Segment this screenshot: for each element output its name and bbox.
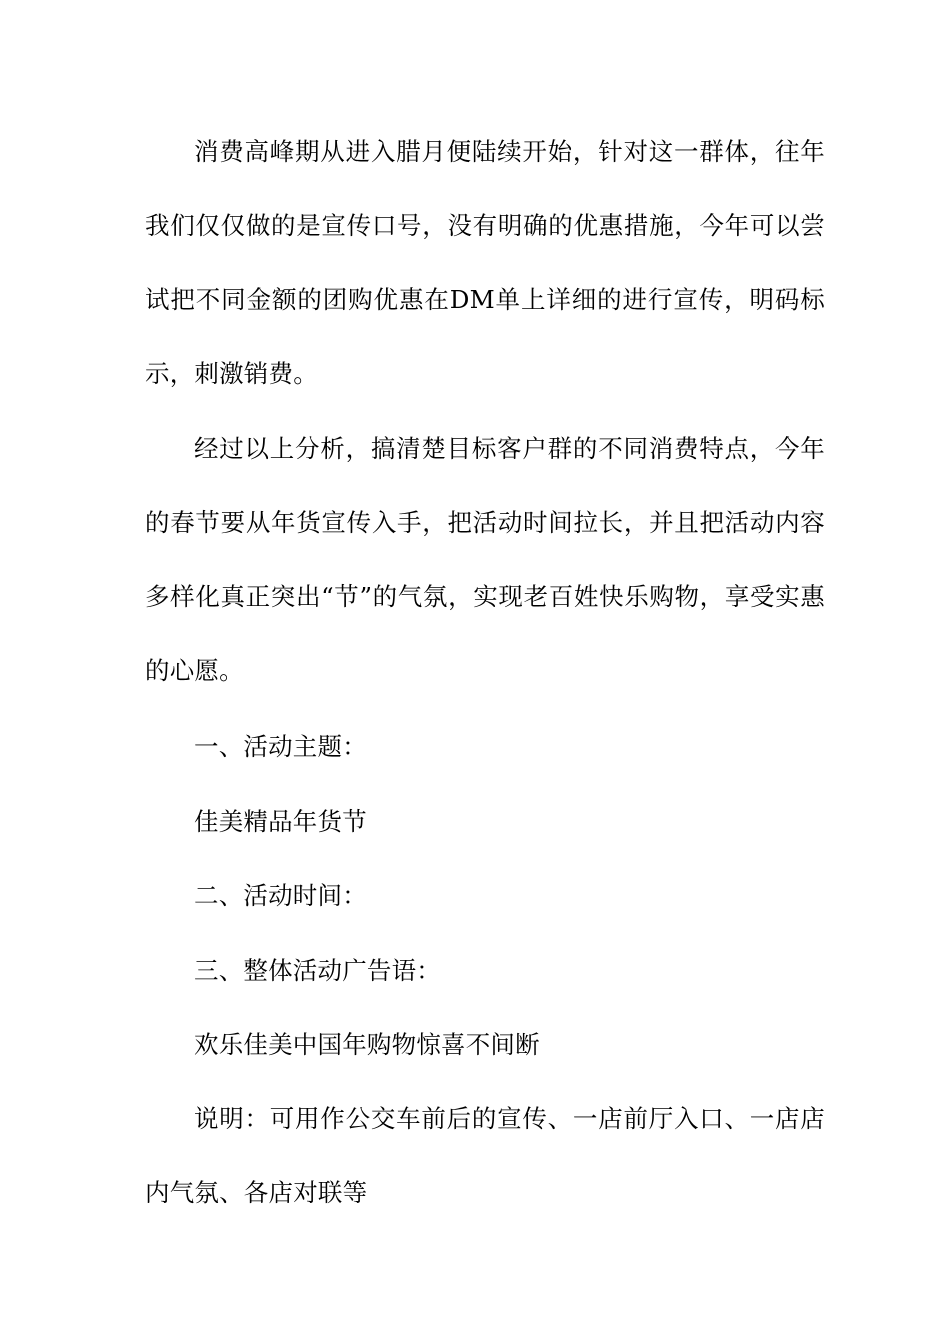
heading-activity-time: 二、活动时间： [194, 881, 367, 910]
activity-theme-value: 佳美精品年货节 [194, 807, 367, 836]
heading-slogan: 三、整体活动广告语： [194, 956, 441, 985]
heading-activity-theme: 一、活动主题： [194, 732, 367, 761]
paragraph-usage-note: 说明：可用作公交车前后的宣传、一店前厅入口、一店店内气氛、各店对联等 [145, 1104, 825, 1207]
slogan-value: 欢乐佳美中国年购物惊喜不间断 [194, 1030, 540, 1059]
paragraph-consumption-peak: 消费高峰期从进入腊月便陆续开始，针对这一群体，往年我们仅仅做的是宣传口号，没有明确的优惠措施，今年可以尝试把不同金额的团购优惠在DM单上详细的进行宣传，明码标示，刺激销费。 [145, 137, 825, 388]
paragraph-analysis: 经过以上分析，搞清楚目标客户群的不同消费特点，今年的春节要从年货宣传入手，把活动时间拉长，并且把活动内容多样化真正突出“节”的气氛，实现老百姓快乐购物，享受实惠的心愿。 [145, 434, 825, 685]
